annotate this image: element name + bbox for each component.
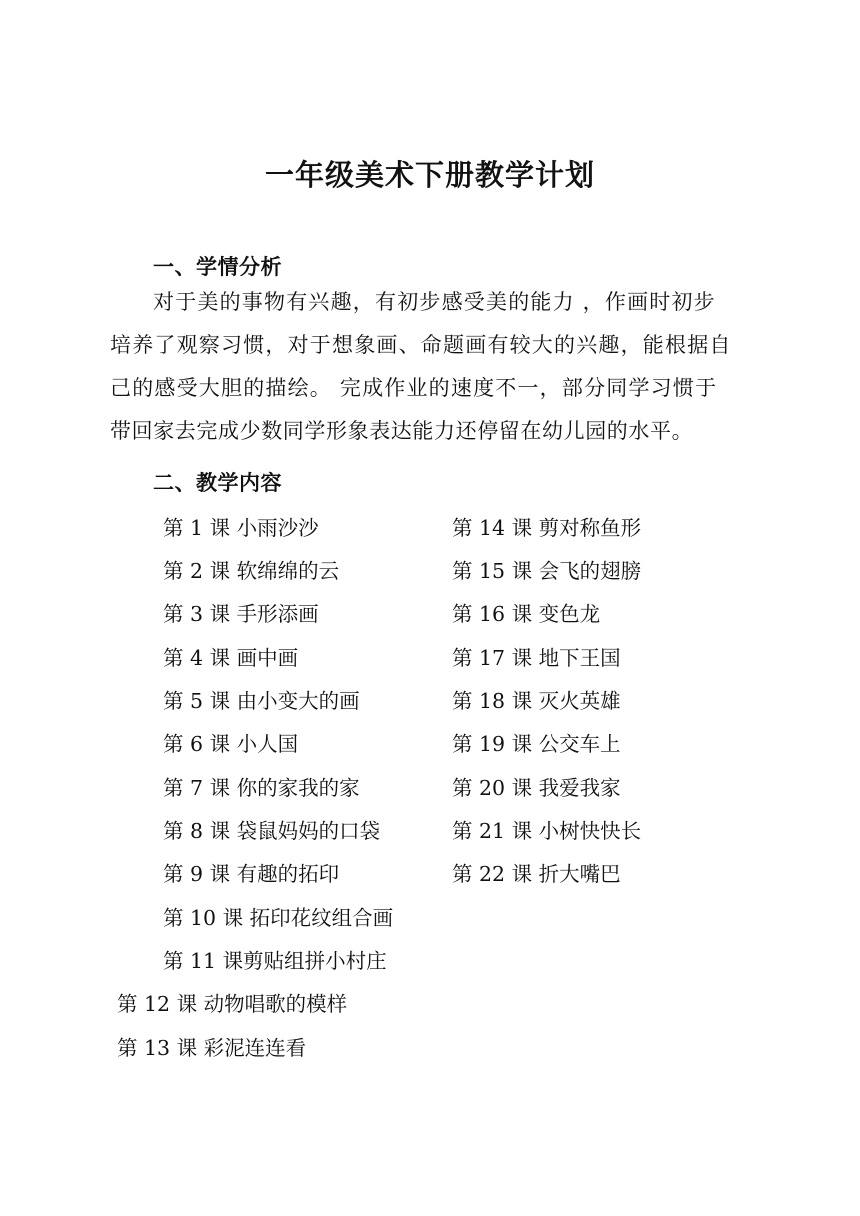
lesson-item: 第 9 课 有趣的拓印 — [163, 862, 340, 886]
lesson-item: 第 5 课 由小变大的画 — [163, 689, 360, 713]
page-title: 一年级美术下册教学计划 — [264, 158, 595, 192]
lesson-item: 第 8 课 袋鼠妈妈的口袋 — [163, 819, 381, 843]
lesson-item: 第 7 课 你的家我的家 — [163, 776, 360, 800]
lesson-item: 第 14 课 剪对称鱼形 — [452, 516, 642, 540]
lesson-item: 第 4 课 画中画 — [163, 646, 299, 670]
lesson-item: 第 20 课 我爱我家 — [452, 776, 621, 800]
paragraph-line: 带回家去完成少数同学形象表达能力还停留在幼儿园的水平。 — [110, 419, 694, 443]
lesson-item: 第 12 课 动物唱歌的模样 — [117, 992, 348, 1016]
section-heading-student-analysis: 一、学情分析 — [153, 255, 282, 279]
lesson-item: 第 10 课 拓印花纹组合画 — [163, 906, 394, 930]
student-analysis-paragraph — [110, 292, 760, 462]
lesson-item: 第 22 课 折大嘴巴 — [452, 862, 621, 886]
lesson-item: 第 18 课 灭火英雄 — [452, 689, 621, 713]
lesson-item: 第 6 课 小人国 — [163, 732, 299, 756]
lesson-item: 第 17 课 地下王国 — [452, 646, 621, 670]
lesson-item: 第 2 课 软绵绵的云 — [163, 559, 340, 583]
lesson-item: 第 11 课剪贴组拼小村庄 — [163, 949, 387, 973]
lesson-item: 第 15 课 会飞的翅膀 — [452, 559, 642, 583]
lesson-item: 第 1 课 小雨沙沙 — [163, 516, 319, 540]
lesson-item: 第 3 课 手形添画 — [163, 602, 319, 626]
lesson-item: 第 21 课 小树快快长 — [452, 819, 642, 843]
section-heading-teaching-content: 二、教学内容 — [153, 471, 282, 495]
lesson-item: 第 19 课 公交车上 — [452, 732, 621, 756]
paragraph-line: 己的感受大胆的描绘。 完成作业的速度不一，部分同学习惯于 — [110, 376, 718, 400]
lesson-item: 第 16 课 变色龙 — [452, 602, 601, 626]
paragraph-line: 对于美的事物有兴趣，有初步感受美的能力 ，作画时初步 — [153, 290, 716, 314]
paragraph-line: 培养了观察习惯，对于想象画、命题画有较大的兴趣，能根据自 — [110, 333, 732, 357]
lesson-item: 第 13 课 彩泥连连看 — [117, 1036, 307, 1060]
